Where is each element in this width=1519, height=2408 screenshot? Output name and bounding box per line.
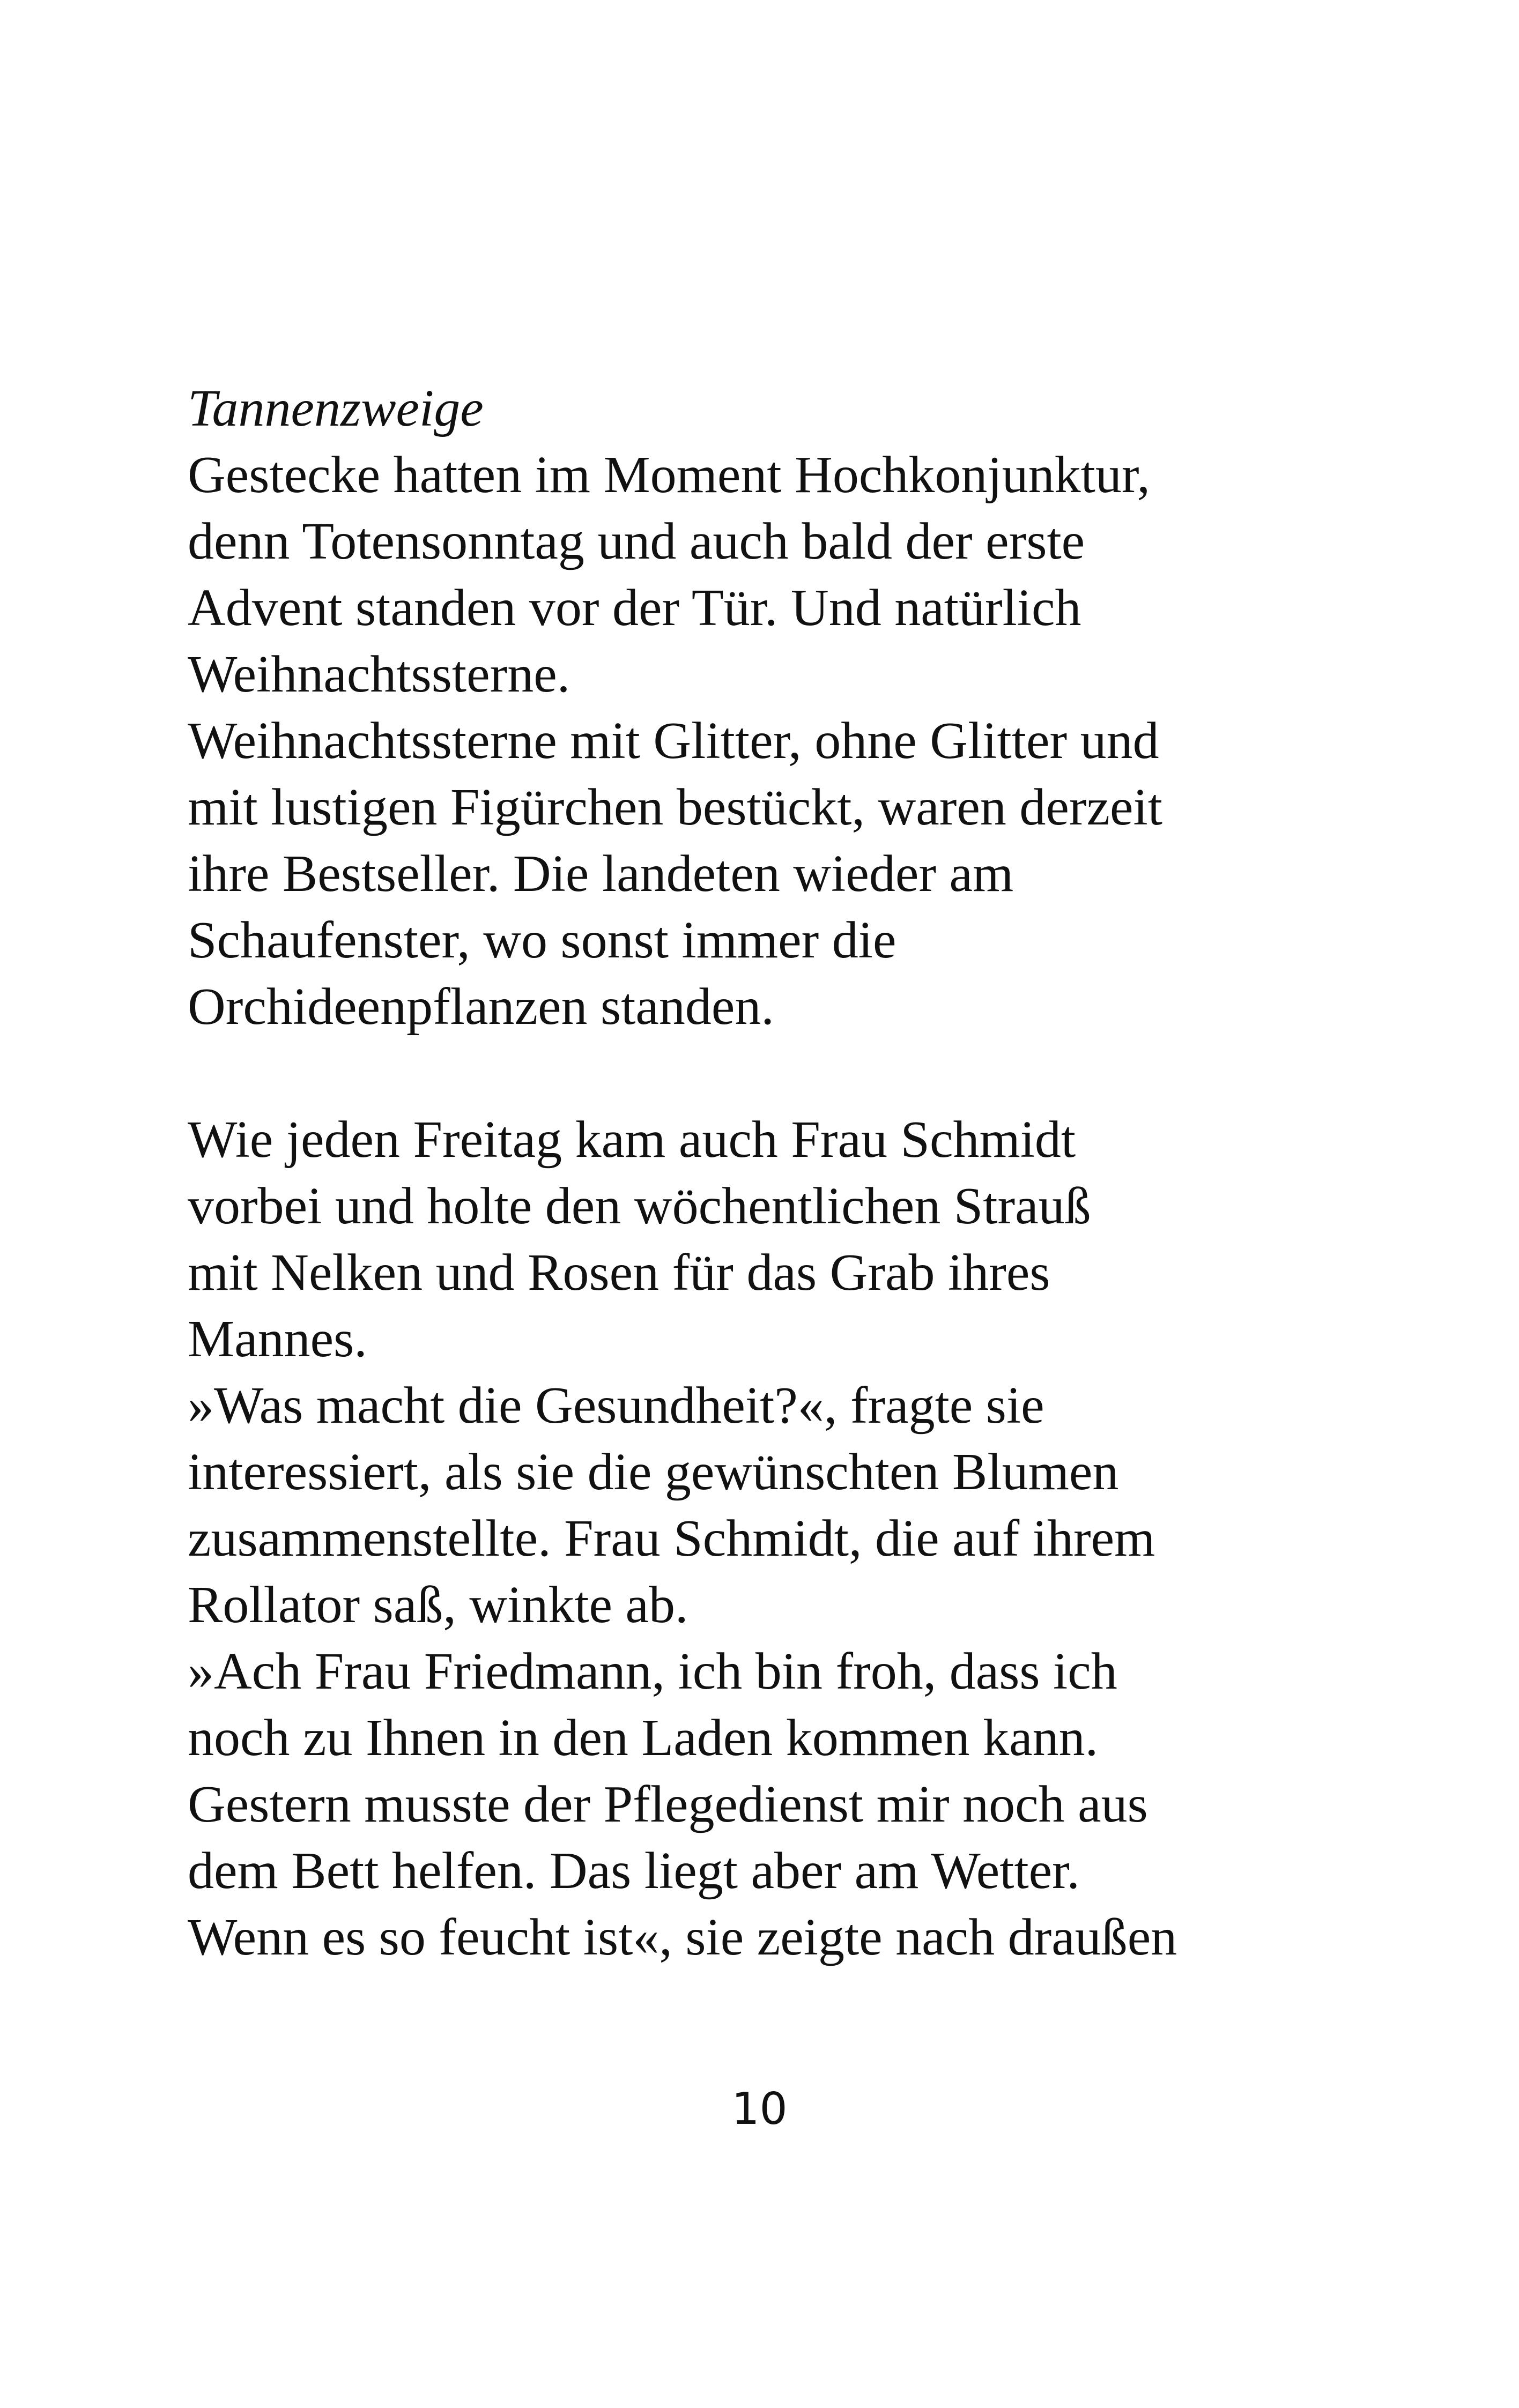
text-line: zusammenstellte. Frau Schmidt, die auf ihrem xyxy=(188,1510,1155,1567)
text-line: dem Bett helfen. Das liegt aber am Wetter. xyxy=(188,1842,1080,1900)
text-line: Weihnachtssterne. xyxy=(188,645,570,703)
text-line: interessiert, als sie die gewünschten Blumen xyxy=(188,1443,1119,1501)
text-line: Weihnachtssterne mit Glitter, ohne Glitter und xyxy=(188,712,1159,770)
text-line: »Ach Frau Friedmann, ich bin froh, dass ich xyxy=(188,1643,1117,1700)
text-line: Advent standen vor der Tür. Und natürlich xyxy=(188,579,1081,637)
text-line: Wenn es so feucht ist«, sie zeigte nach draußen xyxy=(188,1908,1177,1966)
text-line: Orchideenpflanzen standen. xyxy=(188,978,774,1036)
text-line: noch zu Ihnen in den Laden kommen kann. xyxy=(188,1709,1099,1767)
text-line: Mannes. xyxy=(188,1310,367,1368)
section-heading: Tannenzweige xyxy=(188,380,484,437)
text-line: mit Nelken und Rosen für das Grab ihres xyxy=(188,1244,1050,1302)
paragraph-gap xyxy=(188,1040,1399,1106)
text-line: Gestecke hatten im Moment Hochkonjunktur, xyxy=(188,446,1151,504)
text-line: Rollator saß, winkte ab. xyxy=(188,1576,688,1634)
text-line: Wie jeden Freitag kam auch Frau Schmidt xyxy=(188,1111,1076,1169)
text-line: denn Totensonntag und auch bald der erste xyxy=(188,512,1085,570)
body-text xyxy=(188,375,1399,1971)
text-line: Schaufenster, wo sonst immer die xyxy=(188,911,896,969)
text-line: Gestern musste der Pflegedienst mir noch aus xyxy=(188,1775,1148,1833)
page-number: 10 xyxy=(731,2084,788,2135)
text-line: ihre Bestseller. Die landeten wieder am xyxy=(188,845,1014,903)
text-line: mit lustigen Figürchen bestückt, waren derzeit xyxy=(188,778,1162,836)
text-line: vorbei und holte den wöchentlichen Strauß xyxy=(188,1177,1091,1235)
text-line: »Was macht die Gesundheit?«, fragte sie xyxy=(188,1377,1044,1435)
